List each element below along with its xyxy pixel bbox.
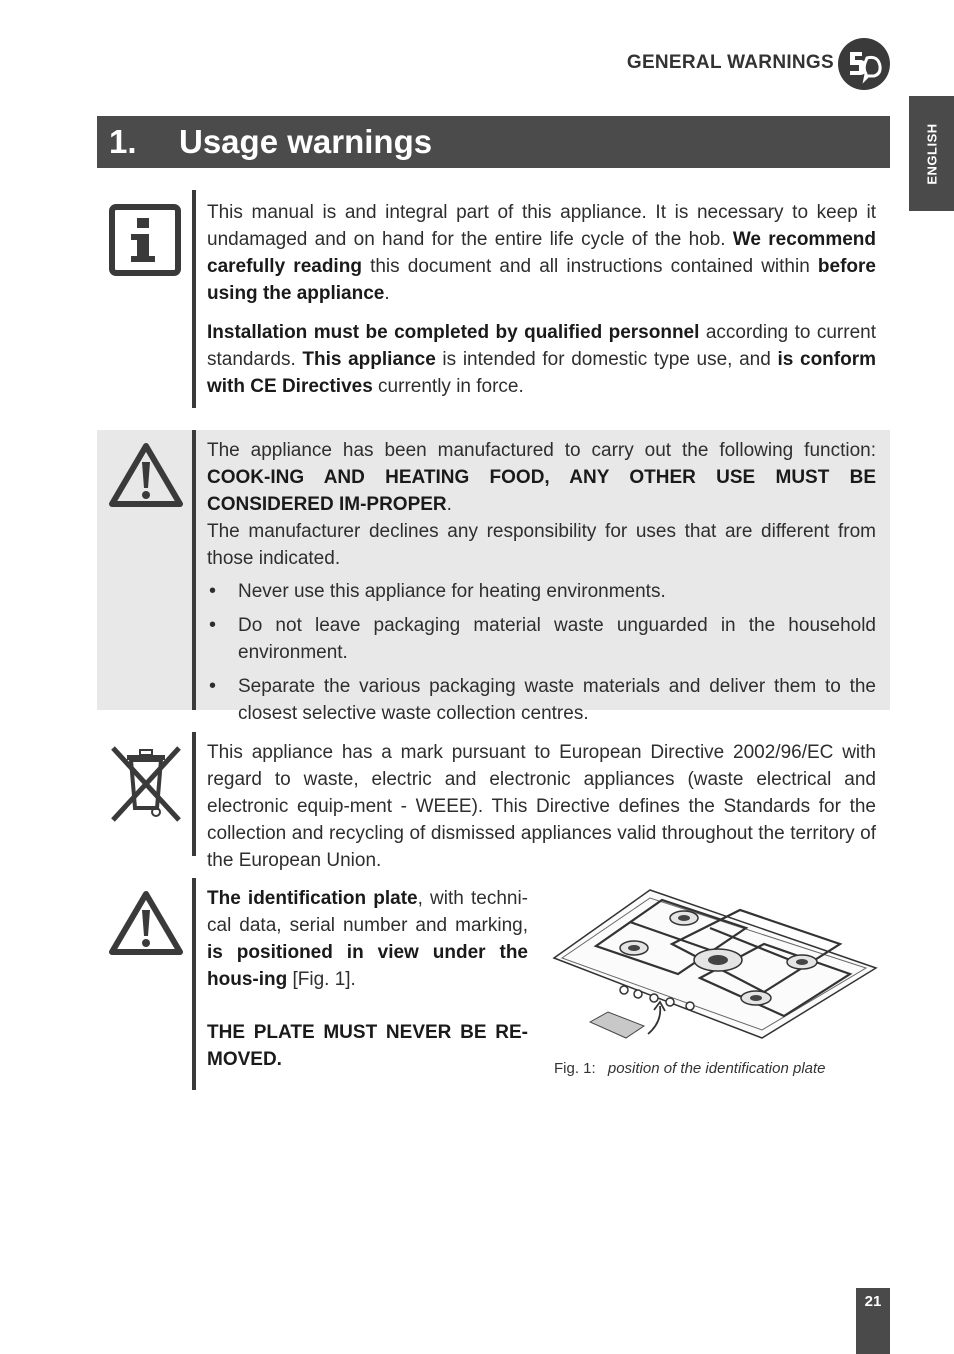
warning-triangle-icon: [109, 442, 183, 508]
info-block: [97, 190, 890, 408]
warning-paragraph-1: The appliance has been manufactured to carry out the following function: COOK-ING AND HEATING FOOD, ANY OTHER USE MUST BE CONSIDERED IM-PROPER.: [207, 440, 876, 515]
figure-caption: [554, 1060, 826, 1077]
block-divider: [192, 190, 196, 408]
block-divider: [192, 878, 196, 1090]
block-divider: [192, 430, 196, 710]
page-number-label: 21: [864, 1293, 882, 1310]
info-icon: [109, 204, 181, 276]
plate-text: [207, 885, 528, 1085]
weee-paragraph: This appliance has a mark pursuant to European Directive 2002/96/EC with regard to waste, electric and electronic appliances (waste electrical and electronic equip-ment - WEEE). This Directive defines the Standards for the collection and recycling of dismissed appliances valid throughout the territory of the European Union.: [207, 742, 876, 871]
warning-text: [207, 437, 876, 734]
section-number: 1.: [109, 123, 137, 160]
page-number: [856, 1288, 890, 1354]
info-paragraph-2: Installation must be completed by qualified personnel according to current standards. This appliance is intended for domestic type use, and is conform with CE Directives currently in force.: [207, 322, 876, 397]
info-paragraph-1: This manual is and integral part of this appliance. It is necessary to keep it undamaged and on hand for the entire life cycle of the hob. We recommend carefully reading this document and all instructions contained within before using the appliance.: [207, 202, 876, 304]
warning-paragraph-2: The manufacturer declines any responsibility for uses that are different from those indicated.: [207, 521, 876, 569]
section-title: Usage warnings: [179, 123, 433, 160]
language-tab[interactable]: [909, 96, 954, 211]
plate-paragraph-2: THE PLATE MUST NEVER BE RE-MOVED.: [207, 1022, 528, 1070]
manual-book-icon: [838, 38, 890, 90]
section-title-bar: [97, 116, 890, 168]
warning-triangle-icon: [109, 890, 183, 956]
language-label: ENGLISH: [924, 122, 939, 185]
block-divider: [192, 732, 196, 856]
list-item: • Separate the various packaging waste materials and deliver them to the closest selective waste collection centres.: [207, 673, 876, 727]
section-label: GENERAL WARNINGS: [626, 52, 834, 73]
list-item: • Do not leave packaging material waste unguarded in the household environment.: [207, 612, 876, 666]
info-text: [207, 199, 876, 412]
crossed-out-bin-icon: [109, 742, 183, 824]
figure-caption-text: position of the identification plate: [607, 1060, 826, 1077]
weee-block: [97, 732, 890, 871]
list-item: • Never use this appliance for heating environments.: [207, 578, 876, 605]
figure-label: Fig. 1:: [554, 1060, 596, 1077]
warning-list: [207, 578, 876, 727]
weee-text: [207, 739, 876, 874]
hob-illustration: [550, 888, 882, 1048]
warning-block: [97, 430, 890, 724]
plate-paragraph-1: The identification plate, with techni-cal data, serial number and marking, is positioned in view under the hous-ing [Fig. 1].: [207, 888, 528, 990]
